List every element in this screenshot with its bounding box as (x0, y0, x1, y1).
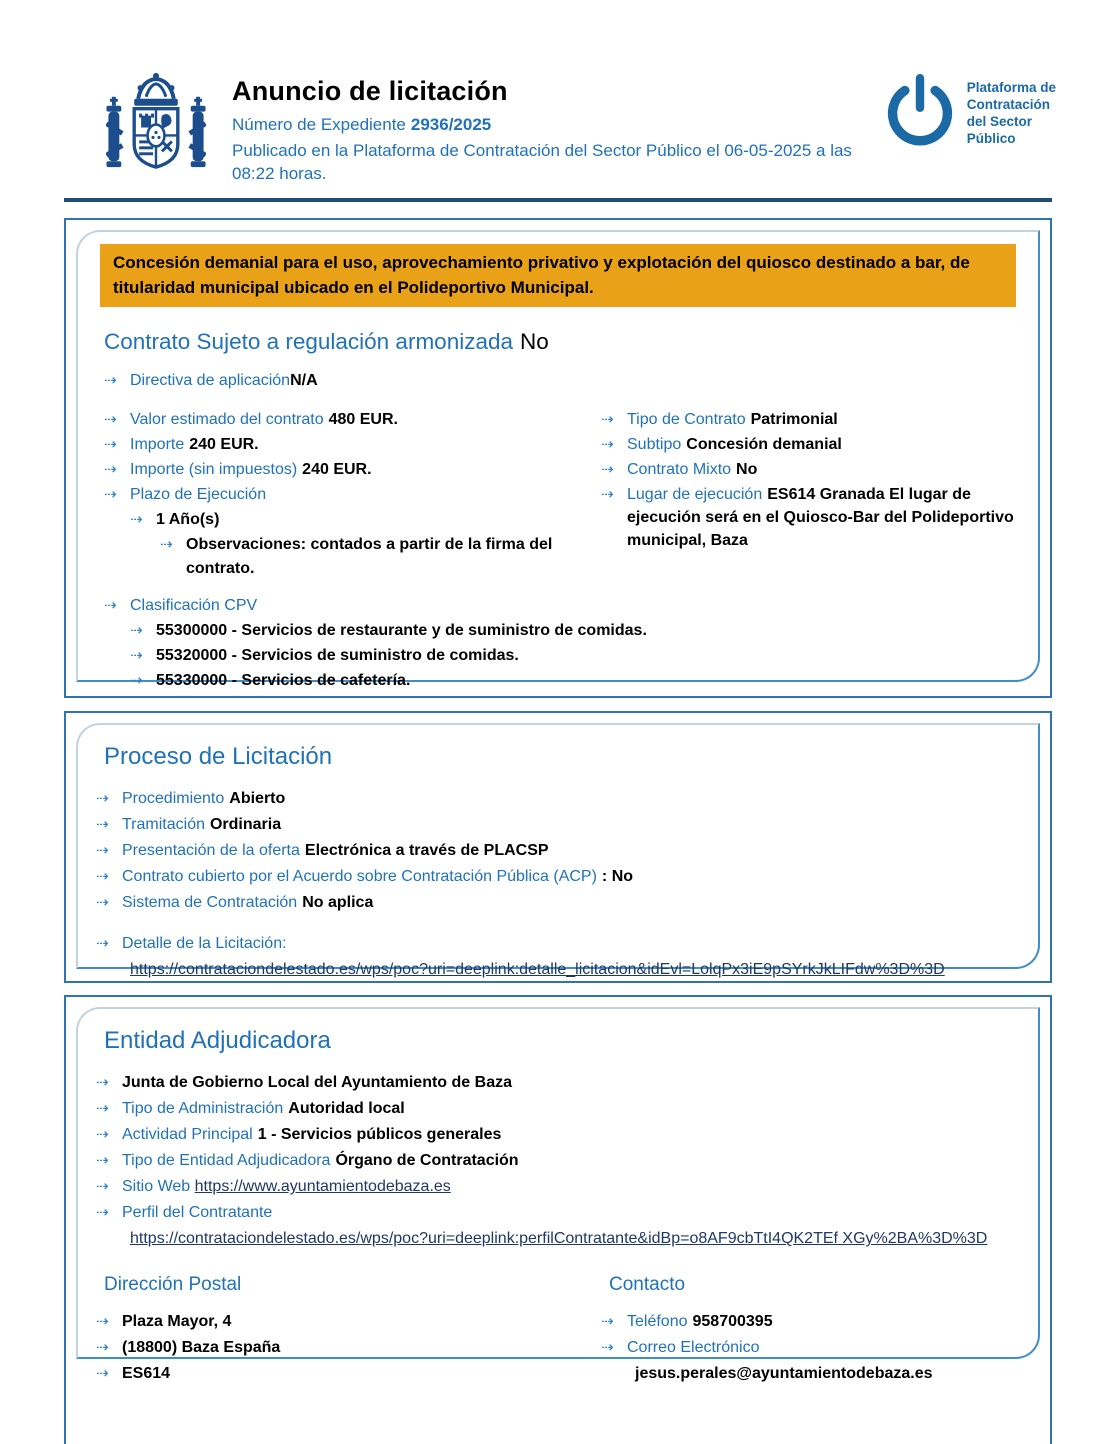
dashed-arrow-icon: ⇢ (601, 1312, 614, 1331)
field-value: 240 EUR. (189, 436, 259, 454)
field-cpv (104, 594, 1020, 617)
field-value: No aplica (302, 894, 374, 912)
field-value: Autoridad local (288, 1100, 405, 1118)
field-label: Contrato Mixto (627, 461, 732, 479)
section-proceso-inner (76, 723, 1040, 979)
field-valor-estimado (104, 408, 601, 431)
dashed-arrow-icon: ⇢ (601, 435, 614, 454)
field-label: Sistema de Contratación (122, 894, 298, 912)
field-detalle-licitacion (96, 932, 1020, 955)
dashed-arrow-icon: ⇢ (601, 460, 614, 479)
field-telefono (601, 1310, 1020, 1333)
field-directiva (104, 369, 1020, 392)
field-value: Concesión demanial (686, 436, 842, 454)
field-label: Directiva de aplicación (130, 372, 291, 390)
field-label: Detalle de la Licitación: (122, 935, 287, 953)
platform-logo (881, 72, 1056, 152)
field-sitio-web (96, 1175, 1020, 1198)
dashed-arrow-icon: ⇢ (130, 670, 143, 689)
field-label: Correo Electrónico (627, 1339, 760, 1357)
dashed-arrow-icon: ⇢ (96, 893, 109, 912)
platform-line: Público (966, 130, 1016, 146)
field-label: Contrato cubierto por el Acuerdo sobre Contratación Pública (ACP) (122, 868, 597, 886)
cpv-value: 55300000 - Servicios de restaurante y de suministro de comidas. (156, 621, 647, 639)
platform-logo-text (967, 80, 1056, 148)
platform-line: Contratación (966, 96, 1050, 112)
dashed-arrow-icon: ⇢ (130, 510, 143, 529)
field-label: Tipo de Administración (122, 1100, 284, 1118)
field-label: Perfil del Contratante (122, 1204, 273, 1222)
field-label: Presentación de la oferta (122, 842, 300, 860)
field-contrato-mixto (601, 458, 1020, 481)
field-value: Electrónica a través de PLACSP (304, 842, 549, 860)
field-actividad-principal (96, 1123, 1020, 1146)
cpv-item (130, 669, 1020, 692)
field-value: Abierto (229, 790, 286, 807)
header (0, 0, 1116, 186)
field-label: Teléfono (627, 1313, 688, 1331)
dashed-arrow-icon: ⇢ (104, 595, 117, 614)
field-label: Clasificación CPV (130, 596, 258, 614)
harmonized-label: Contrato Sujeto a regulación armonizada (104, 329, 513, 355)
harmonized-value: No (520, 329, 549, 355)
field-value: Observaciones: contados a partir de la firma del contrato. (186, 536, 553, 577)
section-contract (64, 218, 1052, 698)
power-button-icon (881, 74, 959, 152)
dashed-arrow-icon: ⇢ (96, 1203, 109, 1222)
dashed-arrow-icon: ⇢ (96, 815, 109, 834)
expediente-label: Número de Expediente (232, 115, 406, 134)
field-acp (96, 865, 1020, 888)
section-entidad (64, 995, 1052, 1444)
field-label: Valor estimado del contrato (130, 411, 324, 429)
field-label: Lugar de ejecución (627, 486, 763, 504)
detalle-url-line (130, 958, 1020, 981)
field-value: ES614 Granada El lugar de ejecución será en el Quiosco-Bar del Polideportivo municipal, Baza (627, 486, 1014, 550)
expediente-number: 2936/2025 (410, 115, 492, 134)
dashed-arrow-icon: ⇢ (96, 1177, 109, 1196)
field-value: 240 EUR. (302, 461, 372, 479)
sitio-web-link[interactable]: https://www.ayuntamientodebaza.es (194, 1178, 451, 1196)
field-lugar-ejecucion (601, 483, 1020, 552)
dashed-arrow-icon: ⇢ (601, 485, 614, 504)
field-entidad-nombre (96, 1071, 1020, 1094)
cpv-value: 55320000 - Servicios de suministro de comidas. (156, 646, 519, 664)
object-banner: Concesión demanial para el uso, aprovechamiento privativo y explotación del quiosco destinado a bar, de titularidad municipal ubicado en el Polideportivo Municipal. (100, 244, 1016, 307)
spain-coat-of-arms-logo (106, 72, 206, 186)
field-value: 1 - Servicios públicos generales (257, 1126, 502, 1144)
direccion-postal-column (96, 1274, 601, 1388)
dashed-arrow-icon: ⇢ (601, 410, 614, 429)
address-line (96, 1362, 601, 1385)
contract-columns (96, 406, 1020, 581)
dashed-arrow-icon: ⇢ (96, 934, 109, 953)
field-label: Importe (sin impuestos) (130, 461, 298, 479)
field-value: 958700395 (692, 1313, 773, 1331)
field-label: Tipo de Entidad Adjudicadora (122, 1152, 331, 1170)
page-title: Anuncio de licitación (232, 76, 508, 106)
field-sistema-contratacion (96, 891, 1020, 914)
dashed-arrow-icon: ⇢ (96, 1312, 109, 1331)
correo-value-line: jesus.perales@ayuntamientodebaza.es (635, 1365, 933, 1383)
perfil-url-line (130, 1227, 1020, 1250)
dashed-arrow-icon: ⇢ (96, 841, 109, 860)
field-correo (601, 1336, 1020, 1359)
field-importe (104, 433, 601, 456)
header-text (232, 72, 862, 186)
field-subtipo (601, 433, 1020, 456)
field-tipo-contrato (601, 408, 1020, 431)
cpv-item (130, 644, 1020, 667)
dashed-arrow-icon: ⇢ (104, 460, 117, 479)
dashed-arrow-icon: ⇢ (601, 1338, 614, 1357)
section-contract-inner (76, 230, 1040, 689)
address-value: Plaza Mayor, 4 (122, 1313, 232, 1331)
contract-left-column (96, 406, 601, 581)
field-tipo-administracion (96, 1097, 1020, 1120)
detalle-licitacion-link[interactable]: https://contrataciondelestado.es/wps/poc?uri=deeplink:detalle_licitacion&idEvl=LolqPx3iE9pSYrkJkLIFdw%3D%3D (130, 961, 945, 979)
field-tipo-entidad (96, 1149, 1020, 1172)
field-label: Actividad Principal (122, 1126, 253, 1144)
contract-right-column (601, 406, 1020, 581)
entidad-name: Junta de Gobierno Local del Ayuntamiento de Baza (122, 1074, 512, 1091)
field-perfil-contratante (96, 1201, 1020, 1224)
cpv-item (130, 619, 1020, 642)
field-value: Patrimonial (750, 411, 838, 429)
field-presentacion-oferta (96, 839, 1020, 862)
field-importe-sin-impuestos (104, 458, 601, 481)
field-value: 1 Año(s) (156, 511, 220, 529)
dashed-arrow-icon: ⇢ (104, 435, 117, 454)
cpv-block (96, 594, 1020, 692)
field-value: Ordinaria (209, 816, 282, 834)
field-value: : No (601, 868, 634, 886)
cpv-value: 55330000 - Servicios de cafetería. (156, 671, 411, 689)
section-title-entidad: Entidad Adjudicadora (104, 1027, 331, 1054)
field-label: Plazo de Ejecución (130, 486, 267, 504)
dashed-arrow-icon: ⇢ (104, 410, 117, 429)
field-label: Subtipo (627, 436, 682, 454)
field-label: Importe (130, 436, 185, 454)
harmonized-heading (104, 329, 1020, 355)
dashed-arrow-icon: ⇢ (96, 867, 109, 886)
section-entidad-inner (76, 1007, 1040, 1383)
perfil-contratante-link[interactable]: https://contrataciondelestado.es/wps/poc?uri=deeplink:perfilContratante&idBp=o8AF9cbTtI4QK2TEf XGy%2BA%3D%3D (130, 1230, 988, 1248)
dashed-arrow-icon: ⇢ (96, 1338, 109, 1357)
field-plazo-observaciones (160, 533, 601, 579)
dashed-arrow-icon: ⇢ (104, 485, 117, 504)
dashed-arrow-icon: ⇢ (104, 371, 117, 390)
direccion-postal-title: Dirección Postal (104, 1274, 242, 1296)
field-plazo-anios (130, 508, 601, 531)
dashed-arrow-icon: ⇢ (96, 1073, 109, 1091)
field-value: Órgano de Contratación (335, 1152, 519, 1170)
section-proceso (64, 711, 1052, 983)
header-divider (64, 198, 1052, 202)
dashed-arrow-icon: ⇢ (96, 1364, 109, 1383)
platform-line: del Sector (966, 113, 1032, 129)
address-value: (18800) Baza España (122, 1339, 281, 1357)
contacto-column (601, 1274, 1020, 1388)
field-label: Sitio Web (122, 1178, 191, 1196)
field-label: Procedimiento (122, 790, 225, 807)
dashed-arrow-icon: ⇢ (96, 1151, 109, 1170)
field-value: 480 EUR. (328, 411, 398, 429)
address-line (96, 1336, 601, 1359)
dashed-arrow-icon: ⇢ (160, 535, 173, 554)
contacto-title: Contacto (609, 1274, 686, 1296)
dashed-arrow-icon: ⇢ (130, 645, 143, 664)
published-line: Publicado en la Plataforma de Contratación del Sector Público el 06-05-2025 a las 08:22 horas. (232, 141, 852, 184)
dashed-arrow-icon: ⇢ (96, 1125, 109, 1144)
field-value: N/A (290, 372, 318, 390)
field-procedimiento (96, 787, 1020, 810)
field-label: Tipo de Contrato (627, 411, 746, 429)
dashed-arrow-icon: ⇢ (96, 789, 109, 807)
address-value: ES614 (122, 1365, 171, 1383)
field-tramitacion (96, 813, 1020, 836)
address-line (96, 1310, 601, 1333)
field-plazo-ejecucion (104, 483, 601, 506)
expediente-line (232, 115, 862, 135)
section-title-proceso: Proceso de Licitación (104, 743, 333, 770)
field-label: Tramitación (122, 816, 205, 834)
dashed-arrow-icon: ⇢ (130, 620, 143, 639)
entidad-columns (96, 1274, 1020, 1388)
field-value: No (736, 461, 758, 479)
dashed-arrow-icon: ⇢ (96, 1099, 109, 1118)
platform-line: Plataforma de (966, 80, 1056, 95)
